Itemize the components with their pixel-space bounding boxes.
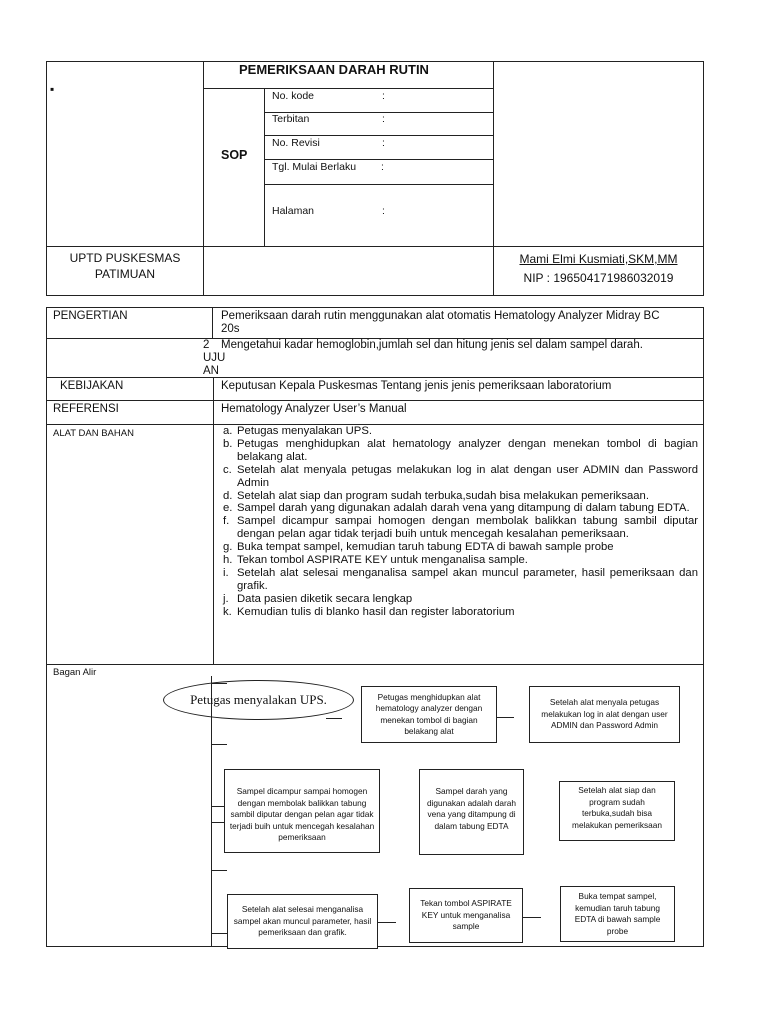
field-tgl-berlaku-label: Tgl. Mulai Berlaku (272, 161, 357, 173)
alat-bahan-label: ALAT DAN BAHAN (53, 428, 134, 439)
procedure-step: a. Petugas menyalakan UPS. (223, 425, 373, 437)
referensi-text: Hematology Analyzer User’s Manual (221, 403, 407, 415)
sop-label: SOP (221, 148, 248, 162)
pengertian-text-line-1: Pemeriksaan darah rutin menggunakan alat otomatis Hematology Analyzer Midray BC (221, 310, 660, 322)
kebijakan-text: Keputusan Kepala Puskesmas Tentang jenis jenis pemeriksaan laboratorium (221, 380, 612, 392)
signer-name: Mami Elmi Kusmiati,SKM,MM (519, 252, 678, 266)
procedure-step: g. Buka tempat sampel, kemudian taruh tabung EDTA di bawah sample probe (223, 541, 614, 554)
document-title: PEMERIKSAAN DARAH RUTIN (239, 62, 429, 77)
tujuan-text: Mengetahui kadar hemoglobin,jumlah sel dan hitung jenis sel dalam sampel darah. (221, 339, 643, 351)
flow-step-aspirate-key: Tekan tombol ASPIRATE KEY untuk menganalisa sample (409, 888, 523, 943)
field-terbitan-colon: : (382, 113, 385, 125)
organization-line-1: UPTD PUSKESMAS (69, 251, 181, 265)
signer-nip: NIP : 196504171986032019 (523, 271, 674, 285)
field-no-kode-label: No. kode (272, 90, 315, 102)
procedure-step: i. Setelah alat selesai menganalisa sampel akan muncul parameter, hasil pemeriksaan dan grafik. (223, 566, 698, 592)
field-no-revisi-colon: : (382, 137, 385, 149)
field-no-revisi-label: No. Revisi (272, 137, 320, 149)
tujuan-number: 2 (203, 339, 210, 351)
flow-step-login-admin: Setelah alat menyala petugas melakukan log in alat dengan user ADMIN dan Password Admin (529, 686, 680, 743)
organization-name (47, 250, 203, 282)
tujuan-label-fragment-2: AN (203, 365, 219, 377)
flow-step-buka-tempat-sampel: Buka tempat sampel, kemudian taruh tabung EDTA di bawah sample probe (560, 886, 675, 942)
tujuan-label-fragment-1: UJU (203, 352, 226, 364)
pengertian-label: PENGERTIAN (53, 310, 128, 322)
pengertian-text-line-2: 20s (221, 323, 240, 335)
procedure-step: j. Data pasien diketik secara lengkap (223, 592, 413, 605)
field-no-kode-colon: : (382, 90, 385, 102)
flow-step-homogenkan-sampel: Sampel dicampur sampai homogen dengan membolak balikkan tabung sambil diputar dengan pelan agar tidak terjadi buih untuk mencegah kesalahan pemeriksaan (224, 769, 380, 853)
organization-line-2: PATIMUAN (94, 267, 156, 281)
bagan-alir-label: Bagan Alir (53, 667, 97, 678)
procedure-step: h. Tekan tombol ASPIRATE KEY untuk menganalisa sample. (223, 554, 528, 567)
signer-block (494, 250, 703, 288)
flow-step-hasil-pemeriksaan: Setelah alat selesai menganalisa sampel akan muncul parameter, hasil pemeriksaan dan grafik. (227, 894, 378, 949)
field-halaman-colon: : (382, 205, 385, 217)
flow-step-sampel-darah: Sampel darah yang digunakan adalah darah vena yang ditampung di dalam tabung EDTA (419, 769, 524, 855)
procedure-step: b. Petugas menghidupkan alat hematology analyzer dengan menekan tombol di bagian belakang alat. (223, 437, 698, 463)
procedure-steps (220, 425, 698, 619)
flow-start-ups: Petugas menyalakan UPS. (163, 680, 354, 720)
flow-step-alat-siap: Setelah alat siap dan program sudah terbuka,sudah bisa melakukan pemeriksaan (559, 781, 675, 841)
procedure-step: e. Sampel darah yang digunakan adalah darah vena yang ditampung di dalam tabung EDTA. (223, 502, 690, 515)
field-tgl-berlaku-colon: : (381, 161, 384, 173)
procedure-step: c. Setelah alat menyala petugas melakukan log in alat dengan user ADMIN dan Password Admin (223, 463, 698, 489)
kebijakan-label: KEBIJAKAN (60, 380, 124, 392)
procedure-step: d. Setelah alat siap dan program sudah terbuka,sudah bisa melakukan pemeriksaan. (223, 489, 649, 502)
field-terbitan-label: Terbitan (272, 113, 310, 125)
field-halaman-label: Halaman (272, 205, 315, 217)
flow-step-hidupkan-alat: Petugas menghidupkan alat hematology analyzer dengan menekan tombol di bagian belakang alat (361, 686, 497, 743)
procedure-step: f. Sampel dicampur sampai homogen dengan membolak balikkan tabung sambil diputar dengan pelan agar tidak terjadi buih untuk mencegah kesalahan pemeriksaan. (223, 515, 698, 541)
referensi-label: REFERENSI (53, 403, 119, 415)
procedure-step: k. Kemudian tulis di blanko hasil dan register laboratorium (223, 605, 515, 618)
header-bullet: ▪ (50, 82, 55, 96)
